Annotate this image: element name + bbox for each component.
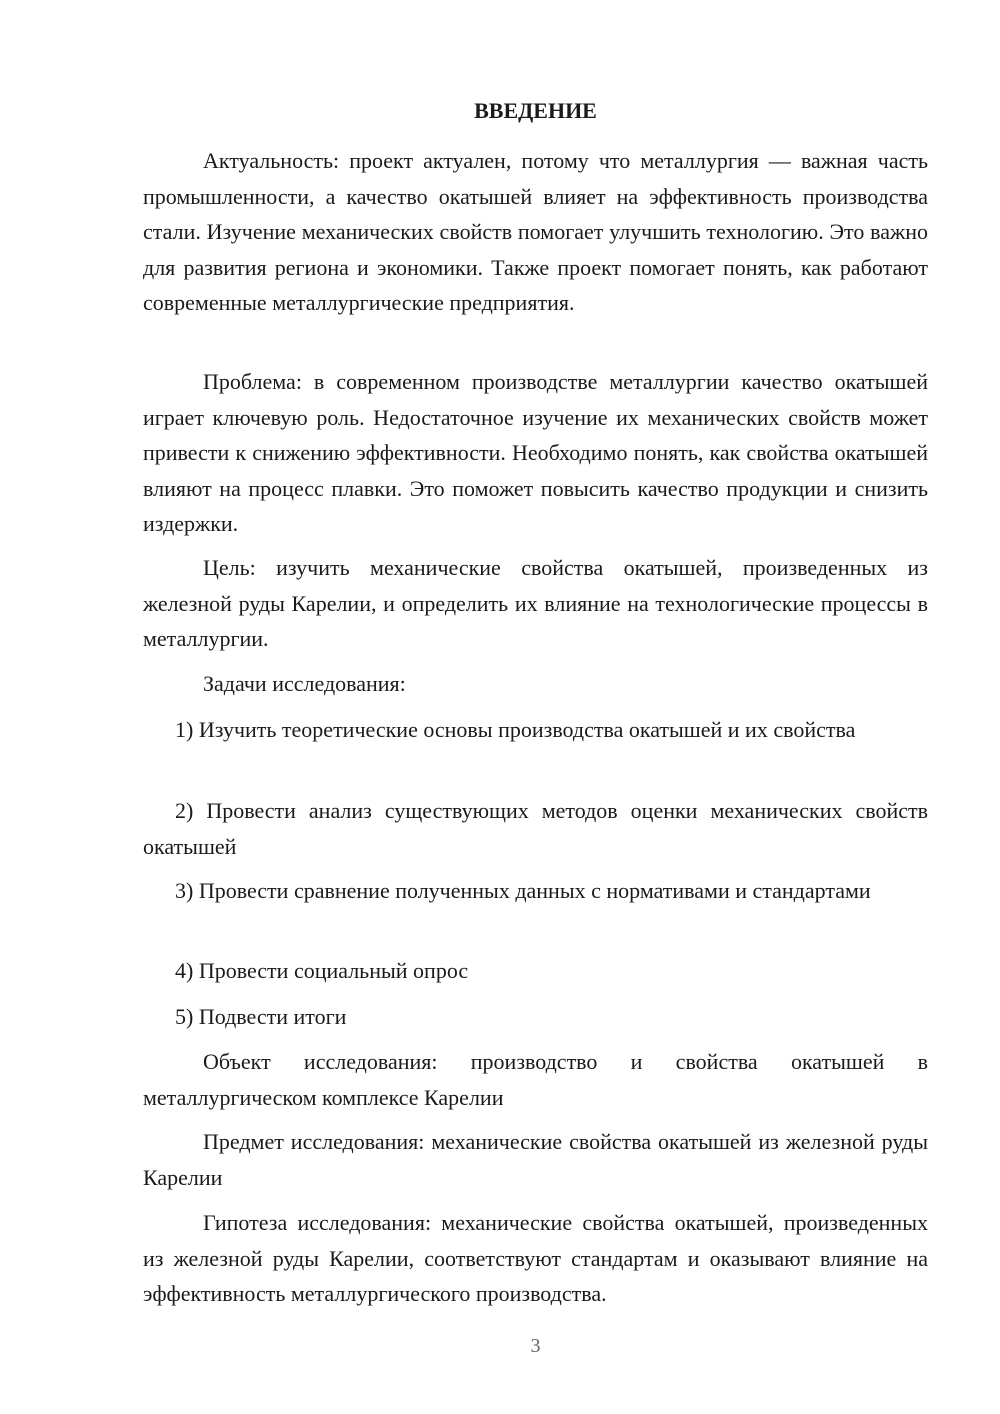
problem-paragraph: Проблема: в современном производстве металлургии качество окатышей играет ключевую роль. Недостаточное изучение их механических свойств может привести к снижению эффективности. Необходимо понять, как свойства окатышей влияют на процесс плавки. Это поможет повысить качество продукции и снизить издержки. — [143, 369, 928, 536]
goal-paragraph: Цель: изучить механические свойства окатышей, произведенных из железной руды Карелии, и определить их влияние на технологические процессы в металлургии. — [143, 555, 928, 651]
relevance-paragraph: Актуальность: проект актуален, потому что металлургия — важная часть промышленности, а качество окатышей влияет на эффективность производства стали. Изучение механических свойств помогает улучшить технологию. Это важно для развития региона и экономики. Также проект помогает понять, как работают современные металлургические предприятия. — [143, 148, 928, 315]
tasks-heading: Задачи исследования: — [203, 671, 406, 696]
hypothesis-paragraph: Гипотеза исследования: механические свойства окатышей, произведенных из железной руды Карелии, соответствуют стандартам и оказывают влияние на эффективность металлургического производства. — [143, 1210, 928, 1306]
task-item-4: 4) Провести социальный опрос — [175, 958, 469, 983]
page-title: ВВЕДЕНИЕ — [474, 98, 597, 123]
subject-paragraph: Предмет исследования: механические свойства окатышей из железной руды Карелии — [143, 1129, 928, 1190]
task-item-1: 1) Изучить теоретические основы производства окатышей и их свойства — [175, 717, 856, 742]
task-item-5: 5) Подвести итоги — [175, 1004, 347, 1029]
task-item-2: 2) Провести анализ существующих методов оценки механических свойств окатышей — [143, 798, 928, 859]
document-page — [143, 0, 928, 1414]
page-number: 3 — [530, 1335, 541, 1357]
task-item-3: 3) Провести сравнение полученных данных с нормативами и стандартами — [175, 878, 871, 903]
object-paragraph: Объект исследования: производство и свойства окатышей в металлургическом комплексе Карелии — [143, 1049, 928, 1110]
